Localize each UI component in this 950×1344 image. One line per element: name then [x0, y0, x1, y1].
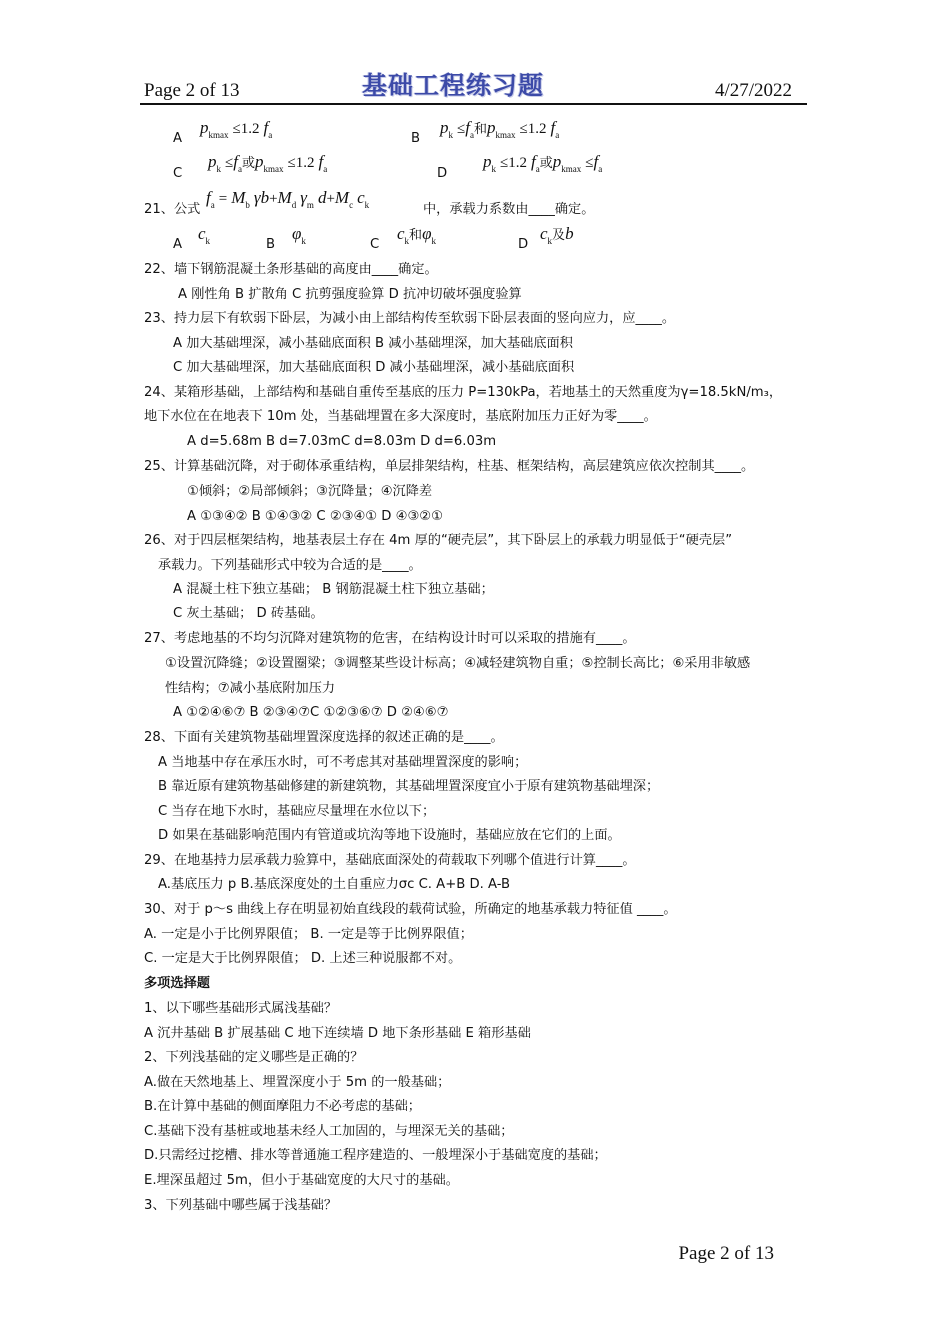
q21-text-start: 21、公式 — [144, 202, 201, 217]
q21-option-b-label: B — [266, 237, 276, 252]
q21-formula: $f_a = M_b$ $\gamma b+M_d$ $\gamma_m$ $d+M_c$ $c_k$ — [206, 188, 370, 210]
document-title: 基础工程练习题 — [362, 71, 545, 100]
q22-options: A 刚性角 B 扩散角 C 抗剪强度验算 D 抗冲切破坏强度验算 — [178, 287, 522, 302]
q27-statements-2: 性结构；⑦减小基底附加压力 — [165, 681, 336, 696]
q30-options-1: A. 一定是小于比例界限值； B. 一定是等于比例界限值； — [144, 927, 473, 942]
q30-text: 30、对于 p～s 曲线上存在明显初始直线段的载荷试验，所确定的地基承载力特征值 ____。 — [144, 902, 677, 917]
q25-text: 25、计算基础沉降，对于砌体承重结构，单层排架结构，柱基、框架结构，高层建筑应依次控制其____。 — [144, 459, 755, 474]
q24-text-2: 地下水位在在地表下 10m 处，当基础埋置在多大深度时，基底附加压力正好为零____。 — [144, 409, 657, 424]
q25-statements: ①倾斜；②局部倾斜；③沉降量；④沉降差 — [187, 484, 433, 499]
section-heading-multiple-choice: 多项选择题 — [144, 976, 210, 991]
q27-text: 27、考虑地基的不均匀沉降对建筑物的危害，在结构设计时可以采取的措施有____。 — [144, 631, 636, 646]
q21-option-a-formula: $c_k$ — [198, 224, 211, 246]
m2-option-b: B.在计算中基础的侧面摩阻力不必考虑的基础； — [144, 1099, 421, 1114]
q21-option-c-label: C — [370, 237, 380, 252]
q23-text: 23、持力层下有软弱下卧层，为减小由上部结构传至软弱下卧层表面的竖向应力，应____。 — [144, 311, 676, 326]
m3-text: 3、下列基础中哪些属于浅基础？ — [144, 1198, 338, 1213]
header-date: 4/27/2022 — [714, 80, 792, 101]
footer-page-number: Page 2 of 13 — [678, 1243, 774, 1264]
q21-option-d-formula: $c_k$及b — [540, 224, 574, 246]
q29-options: A.基底压力 p B.基底深度处的土自重应力σc C. A+B D. A-B — [158, 877, 511, 892]
q25-options: A ①③④② B ①④③② C ②③④① D ④③②① — [187, 509, 443, 524]
q20-option-c-formula: $p_k \le f_a$或$p_{kmax} \le 1.2$ $f_a$ — [208, 152, 328, 174]
q26-text-2: 承载力。下列基础形式中较为合适的是____。 — [158, 558, 422, 573]
q26-options-2: C 灰土基础； D 砖基础。 — [173, 606, 324, 621]
header-rule — [140, 103, 807, 105]
m2-option-a: A.做在天然地基上、埋置深度小于 5m 的一般基础； — [144, 1075, 451, 1090]
q20-option-d-formula: $p_k \le 1.2$ $f_a$或$p_{kmax} \le f_a$ — [483, 152, 603, 174]
q24-options: A d=5.68m B d=7.03mC d=8.03m D d=6.03m — [187, 434, 497, 449]
q20-option-d-label: D — [437, 166, 448, 181]
m2-option-d: D.只需经过挖槽、排水等普通施工程序建造的、一般埋深小于基础宽度的基础； — [144, 1148, 607, 1163]
q21-text-end: 中，承载力系数由____确定。 — [423, 202, 595, 217]
q20-option-a-label: A — [173, 131, 183, 146]
q20-option-a-formula: $p_{kmax} \le 1.2$ $f_a$ — [200, 118, 273, 140]
q28-option-a: A 当地基中存在承压水时，可不考虑其对基础埋置深度的影响； — [158, 755, 528, 770]
q26-text-1: 26、对于四层框架结构，地基表层土存在 4m 厚的“硬壳层”，其下卧层上的承载力明显低于“硬壳层” — [144, 533, 733, 548]
m2-text: 2、下列浅基础的定义哪些是正确的？ — [144, 1050, 364, 1065]
q27-statements-1: ①设置沉降缝；②设置圈梁；③调整某些设计标高；④减轻建筑物自重；⑤控制长高比；⑥采用非敏感 — [165, 656, 751, 671]
q22-text: 22、墙下钢筋混凝土条形基础的高度由____确定。 — [144, 262, 438, 277]
header-page-number: Page 2 of 13 — [144, 80, 240, 101]
q30-options-2: C. 一定是大于比例界限值； D. 上述三种说服都不对。 — [144, 951, 462, 966]
m1-options: A 沉井基础 B 扩展基础 C 地下连续墙 D 地下条形基础 E 箱形基础 — [144, 1026, 531, 1041]
m1-text: 1、以下哪些基础形式属浅基础？ — [144, 1001, 338, 1016]
m2-option-c: C.基础下没有基桩或地基未经人工加固的，与埋深无关的基础； — [144, 1124, 514, 1139]
q28-option-d: D 如果在基础影响范围内有管道或坑沟等地下设施时，基础应放在它们的上面。 — [158, 828, 621, 843]
q20-option-b-label: B — [411, 131, 421, 146]
q21-option-c-formula: $c_k$和$\varphi_k$ — [397, 224, 436, 246]
q26-options-1: A 混凝土柱下独立基础； B 钢筋混凝土柱下独立基础； — [173, 582, 494, 597]
q28-text: 28、下面有关建筑物基础埋置深度选择的叙述正确的是____。 — [144, 730, 504, 745]
q21-option-d-label: D — [518, 237, 529, 252]
q24-text-1: 24、某箱形基础，上部结构和基础自重传至基底的压力 P=130kPa，若地基土的天然重度为γ=18.5kN/m₃， — [144, 385, 783, 400]
q23-options-2: C 加大基础埋深，加大基础底面积 D 减小基础埋深，减小基础底面积 — [173, 360, 575, 375]
q28-option-b: B 靠近原有建筑物基础修建的新建筑物，其基础埋置深度宜小于原有建筑物基础埋深； — [158, 779, 660, 794]
m2-option-e: E.埋深虽超过 5m，但小于基础宽度的大尺寸的基础。 — [144, 1173, 459, 1188]
q23-options-1: A 加大基础埋深，减小基础底面积 B 减小基础埋深，加大基础底面积 — [173, 336, 573, 351]
q20-option-b-formula: $p_k \le f_a$和$p_{kmax} \le 1.2$ $f_a$ — [440, 118, 560, 140]
q27-options: A ①②④⑥⑦ B ②③④⑦C ①②③⑥⑦ D ②④⑥⑦ — [173, 705, 449, 720]
q21-option-a-label: A — [173, 237, 183, 252]
q28-option-c: C 当存在地下水时，基础应尽量埋在水位以下； — [158, 804, 436, 819]
q20-option-c-label: C — [173, 166, 183, 181]
q29-text: 29、在地基持力层承载力验算中，基础底面深处的荷载取下列哪个值进行计算____。 — [144, 853, 636, 868]
q21-option-b-formula: $\varphi_k$ — [292, 224, 306, 246]
